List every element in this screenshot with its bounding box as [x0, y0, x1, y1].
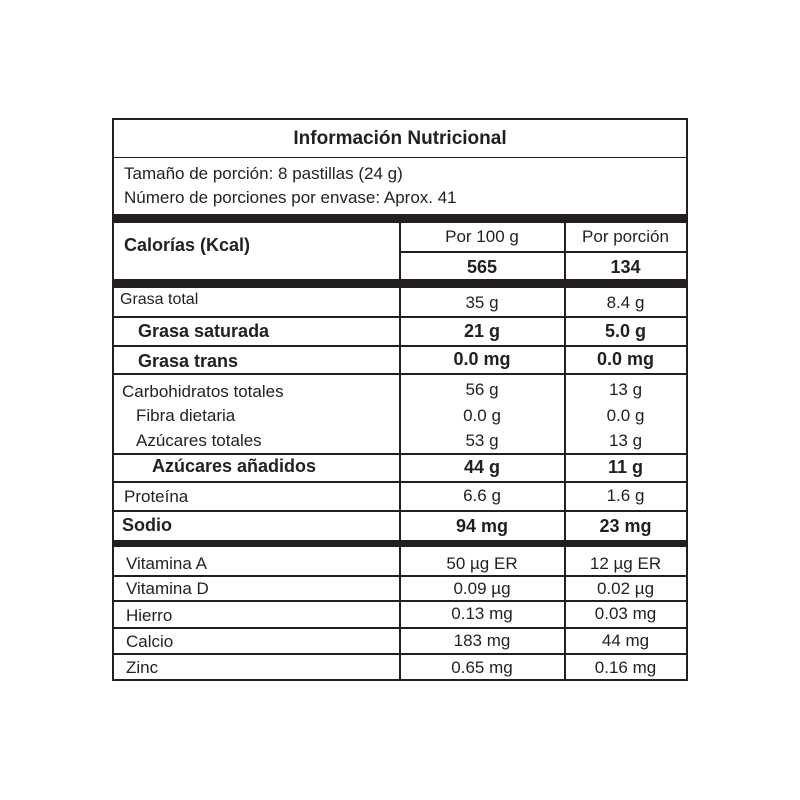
- vitamin-per-100g: 0.65 mg: [451, 658, 513, 677]
- vitamin-per-serving: 12 µg ER: [589, 554, 662, 573]
- vitamin-name: Hierro: [126, 606, 173, 625]
- nutrient-name: Fibra dietaria: [136, 406, 236, 425]
- calories-divider: [400, 251, 686, 253]
- serving-size: Tamaño de porción: 8 pastillas (24 g): [124, 164, 403, 183]
- nutrient-per-100g: 35 g: [465, 293, 499, 312]
- nutrient-name: Sodio: [122, 515, 172, 535]
- nutrient-name: Proteína: [124, 487, 189, 506]
- nutrient-name: Grasa total: [120, 291, 199, 308]
- nutrient-per-100g: 21 g: [463, 321, 501, 341]
- servings-per-container: Número de porciones por envase: Aprox. 41: [124, 188, 457, 207]
- nutrient-per-100g: 53 g: [465, 431, 499, 450]
- nutrient-name: Grasa saturada: [138, 321, 270, 341]
- col-header-per-serving: Por porción: [582, 227, 669, 246]
- nutrient-per-serving: 8.4 g: [606, 293, 645, 312]
- nutrient-per-serving: 0.0 mg: [596, 349, 655, 369]
- column-divider: [399, 547, 401, 679]
- column-divider: [399, 223, 401, 279]
- column-divider: [564, 223, 566, 279]
- vitamin-name: Vitamina D: [126, 579, 209, 598]
- nutrient-per-100g: 0.0 mg: [453, 349, 511, 369]
- nutrient-per-serving: 13 g: [608, 431, 643, 450]
- vitamin-per-serving: 0.16 mg: [594, 658, 657, 677]
- nutrient-per-100g: 56 g: [465, 380, 499, 399]
- vitamin-per-100g: 0.13 mg: [451, 604, 513, 623]
- thick-divider-top: [114, 214, 686, 223]
- nutrient-name: Carbohidratos totales: [122, 382, 284, 401]
- nutrient-per-100g: 94 mg: [455, 516, 509, 536]
- col-header-per-100g: Por 100 g: [445, 227, 519, 246]
- table-title: Información Nutricional: [114, 120, 686, 158]
- calories-per-100g: 565: [466, 257, 498, 277]
- nutrient-name: Azúcares añadidos: [152, 456, 317, 476]
- nutrient-per-serving: 0.0 g: [606, 406, 645, 425]
- nutrient-per-100g: 6.6 g: [463, 486, 501, 505]
- calories-per-serving: 134: [610, 257, 641, 277]
- vitamin-per-100g: 0.09 µg: [453, 579, 511, 598]
- column-divider: [564, 547, 566, 679]
- nutrient-per-100g: 44 g: [463, 457, 501, 477]
- nutrient-per-serving: 11 g: [607, 457, 644, 477]
- column-divider: [399, 288, 401, 540]
- thick-divider-calories: [114, 279, 686, 288]
- vitamin-per-serving: 44 mg: [601, 631, 650, 650]
- nutrient-per-100g: 0.0 g: [463, 406, 501, 425]
- column-divider: [564, 288, 566, 540]
- nutrition-facts-table: [112, 118, 688, 681]
- vitamin-name: Calcio: [126, 632, 174, 651]
- vitamin-name: Zinc: [126, 658, 159, 677]
- nutrient-per-serving: 1.6 g: [606, 486, 645, 505]
- nutrient-name: Azúcares totales: [136, 431, 262, 450]
- thick-divider-vitamins: [114, 540, 686, 547]
- nutrient-name: Grasa trans: [138, 351, 239, 371]
- nutrient-per-serving: 13 g: [608, 380, 643, 399]
- vitamin-per-100g: 50 µg ER: [446, 554, 518, 573]
- calories-label: Calorías (Kcal): [124, 235, 251, 255]
- nutrient-per-serving: 5.0 g: [604, 321, 647, 341]
- nutrient-per-serving: 23 mg: [599, 516, 652, 536]
- vitamin-per-serving: 0.03 mg: [594, 604, 657, 623]
- vitamin-name: Vitamina A: [126, 554, 207, 573]
- vitamin-per-100g: 183 mg: [453, 631, 511, 650]
- vitamin-per-serving: 0.02 µg: [596, 579, 655, 598]
